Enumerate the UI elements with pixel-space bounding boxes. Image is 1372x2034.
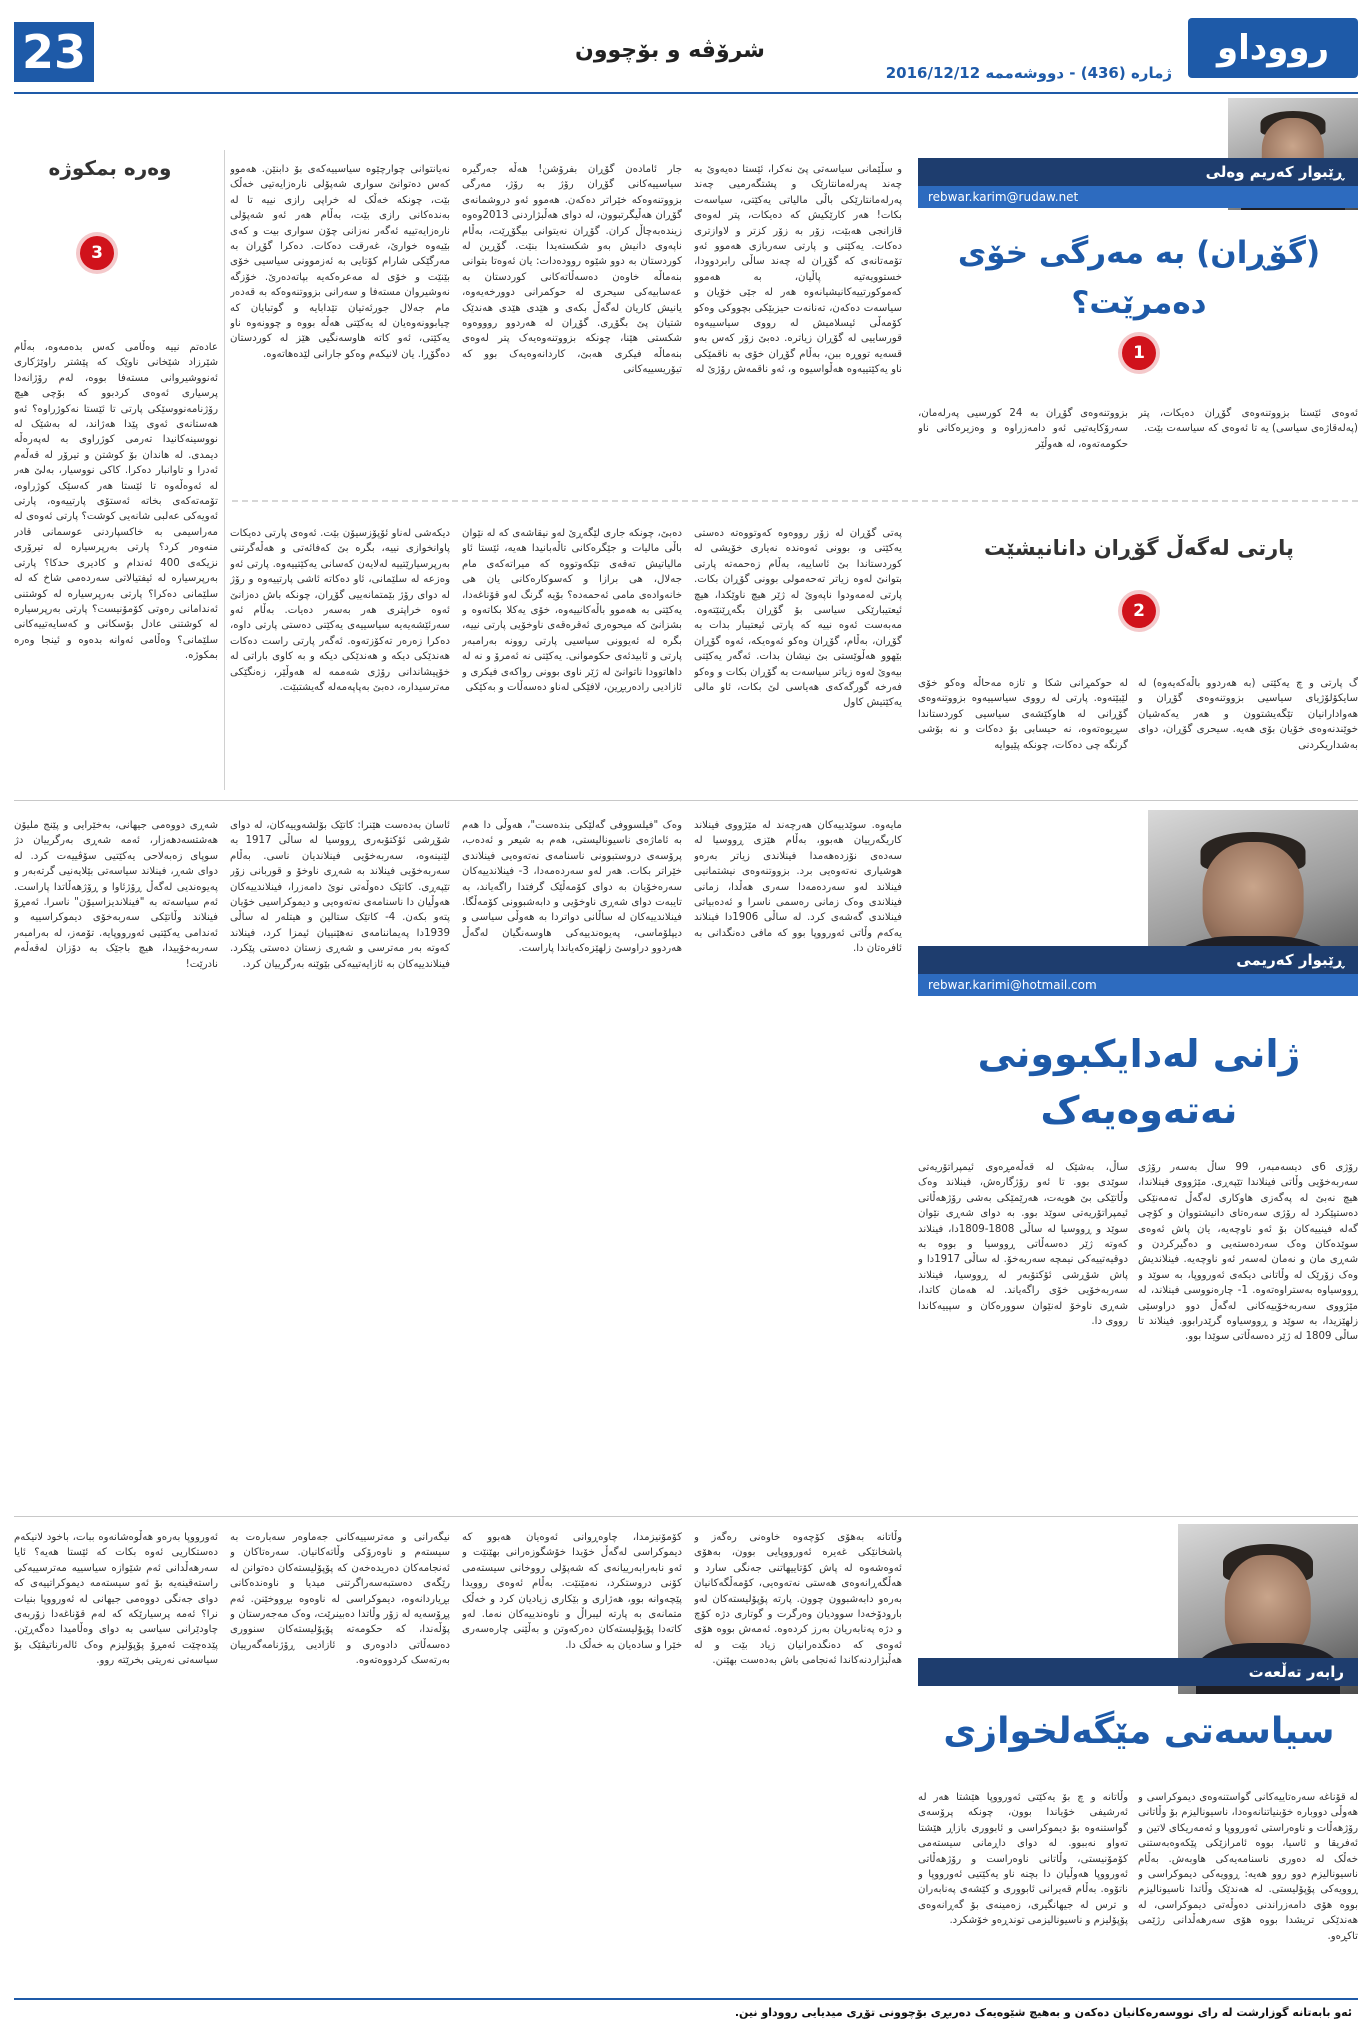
- section-divider-1: [232, 500, 1358, 502]
- article2-col-a: [1138, 1160, 1358, 1506]
- part2-subhead: پارتی لەگەڵ گۆڕان دانانیشێت: [984, 536, 1294, 560]
- part2-col-d-text: دەبێ، چونکە جاری لێگەڕێ لەو نیقاشەی کە لە نێوان باڵی مالیات و جێگرەکانی تاڵەبانیدا هەیە، ئێستا ئاو مالیاتیش تەقەی تێکەوتووە کە میراتەکەی مام جەلال، هی برازا و کەسوکارەکانی یان هی خانەوادەی مامی ئەحمەدە؟ بۆیە گرنگ لەو قۆناغەدا، یەکێتی بە هەموو باڵەکانییەوە، خۆی یەکلا بکاتەوە و بشزانێ کە میحوەری ئەقرەقەی ناوخۆیی پارتی نییە، بگرە لە ئەیوونی سیاسیی پارتی روونە بەرامبەر پارتی و ئابیدئەی حکوموانی. یەکێتی نە ئەمرۆ و نە لە داهاتوودا ناتوانێ لە ژێر ناوی بوونی رواکەی فیکری و ئازادیی رادەربڕین، لافێکی لەناو دەسەڵات و بەکێکی: [462, 528, 682, 694]
- article3-col-b: [918, 1790, 1128, 1990]
- column-divider: [224, 150, 225, 790]
- article2-col-b: [918, 1160, 1128, 1506]
- part2-col-e-text: دیکەشی لەناو ئۆپۆزسیۆن بێت. ئەوەی پارتی دەیکات پاوانخوازی نییە، بگرە بێ کەفائەتی و هەڵەگرتنی بەرپرسیارێتییە لەلایەن کەسانی یەکێتییەوە. پارتی ئەو وەزعە لە سلێمانی، ئاو دەکاتە ئاشی پارتییەوە و رۆژ لە دوای رۆژ بێمتمانەییی گۆڕان، چونکە باش دەزانێ ئەوە خراپتری هەر بەسەر دەیات. بەڵام ئەو سەرئێشەیەیە سیاسییەی یەکێتی دەستی پارتی داوە، دەکرا زەرەر تەکۆزتەوە. ئەگەر پارتی راست دەکات هەندێکی دیکە و هەندێکی دیکە و بە کاوی باراتی لە خۆپیشاندانی رۆژی شەممە لە هەوڵێر، زەنگێکی مەترسیدارە، دەبێ بەپاپەمەلە گەیشتبێت.: [230, 528, 450, 694]
- author-email-1: rebwar.karim@rudaw.net: [918, 186, 1358, 208]
- part2-col-c-text: پەتی گۆڕان لە زۆر رووەوە کەوتووەتە دەستی یەکێتی و، بوونی ئەوەندە نەیاری خۆیشی لە کوردستاندا بێ ئاساییە، بەڵام زەحمەتە پارتی بتوانێ لەوە زیاتر تەحەمولی بوونی گۆڕان بکات. پارتی لەمەودوا ناپەوێ لە ژێر هیچ ناوێکدا، هیچ ئیعتیبارێکی سیاسی بۆ گۆڕان بگەڕێنێتەوە. مەبەست ئەوە نییە کە پارتی ئیعتیبار بدات بە گۆڕان، بەڵام، گۆڕان وەکو ئەوەیکە، ئەوە گۆڕان بێهوو هەڵوێستی بێ نیشان بدات. ئەگەر یەکێتی بیەوێ لەوە زیاتر سیاسەت بە گۆڕان بکات و وەکو فەرخە گورگەکەی هەیاسی لێ بکات، ئاو مالی یەکێتیش کاول: [694, 528, 902, 709]
- footer-divider: [14, 1998, 1358, 2000]
- article1-intro2: [918, 406, 1128, 496]
- article1-part2-col-d: [462, 526, 682, 792]
- a2-col-c-text: مایەوە. سوێدییەکان هەرچەند لە مێژووی فینلاند کاریگەرییان هەبوو، بەڵام هێزی ڕووسیا لە سەدەی نۆزدەهەمدا فینلاندی زیاتر بەرەو هوشیاری نەتەوەیی برد. بزووتنەوەی نیشتمانیی فینلاند لەو سەردەمەدا سەری هەڵدا، زمانی فینلاندی وەک زمانی رەسمی ناسرا و ئەدەبیاتی فینلاندی گەشەی کرد. لە ساڵی 1906دا فینلاند یەکەم وڵاتی ئەورووپا بوو کە مافی دەنگدانی بە ئافرەتان دا.: [694, 820, 902, 955]
- a3-col-b-text: وڵاتانە و چ بۆ یەکێتی ئەورووپا هێشتا هەر لە ئەرشیفی خۆیاندا بوون، چونکە پرۆسەی گواستنەوە بۆ دیموکراسی و ئابووری بازاڕ هێشتا تەواو نەببوو. لە دوای داڕمانی سیستەمی کۆمۆنیستی، وڵاتانی ناوەراست و رۆژهەڵاتی ئەورووپا هەوڵیان دا بچنە ناو یەکێتیی ئەورووپا و ناتۆوە. بەڵام قەیرانی ئابووری و کێشەی پەنابەران و ترس لە جیهانگیری، زەمینەی بۆ گەڕانەوەی پۆپۆلیزم و ناسیونالیزمی توندڕەو خۆشکرد.: [918, 1792, 1128, 1927]
- article2-col-f: [14, 818, 218, 1506]
- a2-col-e-text: ئاسان بەدەست هێنرا: کاتێک بۆلشەوییەکان، لە دوای شۆڕشی ئۆکتۆبەری ڕووسیا لە ساڵی 1917 بە لێنینەوە، سەربەخۆیی فینلاندیان ناسی. بەڵام سەربەخۆیی فینلاند بە شەڕی ناوخۆ و قوربانی زۆر تێپەڕی. کاتێک دەوڵەتی نوێ دامەزرا، فینلاندییەکان هەوڵیان دا ناسنامەی نەتەوەیی و دیموکراسیی خۆیان پتەو بکەن. 4- کاتێک ستالین و هیتلەر لە ساڵی 1939دا پەیماننامەی نەهێنییان ئیمزا کرد، فینلاند کەوتە بەر مەترسی و شەڕی زستان دەستی پێکرد. فینلاندییەکان بە ئازایەتییەکی بێوێنە بەرگرییان کرد.: [230, 820, 450, 970]
- author-name-2: ڕێبوار کەریمی: [918, 946, 1358, 974]
- author-name-1: ڕێبوار کەریم وەلی: [918, 158, 1358, 186]
- article2-col-e: [230, 818, 450, 1506]
- headline-1: (گۆڕان) بە مەرگی خۆی دەمرێت؟: [957, 235, 1321, 321]
- article3-col-e: [230, 1530, 450, 1990]
- article3-col-c: [694, 1530, 902, 1990]
- article1-part2-col-e: [230, 526, 450, 792]
- rudaw-logo: رووداو: [1188, 18, 1358, 78]
- a3-col-f-text: ئەورووپا بەرەو هەڵوەشانەوە ببات، باخود لانیکەم دەستکاریی ئەوە بکات کە ئێستا هەیە؟ ئایا سەرهەڵدانی ئەم شێوازە سیاسییە مەترسییەکی راستەقینەیە بۆ ئەو سیستەمە دیموکراتییەی کە دوای جەنگی دووەمی جیهانی لە ئەورووپا بنیات نرا؟ ئەمە پرسیارێکە کە لەم قۆناغەدا زۆربەی چاودێرانی سیاسی بە دوای وەڵامیدا دەگەڕێن. پێدەچێت ئەمڕۆ پۆپۆلیزم وەک ئالەرناتیڤێک بۆ سیاسەتی نەریتی بخرێتە روو.: [14, 1532, 218, 1667]
- article1-part2-col-b: [918, 676, 1128, 792]
- article-divider-2: [14, 1516, 1358, 1517]
- footer-disclaimer: ئەو بابەتانە گوزارشت لە رای نووسەرەکانیان دەکەن و بەهیچ شێوەیەک دەربڕی بۆچوونی تۆڕی میدیایی رووداو نین.: [734, 2006, 1352, 2019]
- author-name-3: رابەر تەڵعەت: [918, 1658, 1358, 1686]
- part3-subhead: وەرە بمکوژە: [48, 156, 172, 180]
- article3-col-d: [462, 1530, 682, 1990]
- a3-col-e-text: نیگەرانی و مەترسییەکانی جەماوەر سەبارەت بە سیستەم و ناوەرۆکی وڵاتەکانیان. سەرەتاکان و ئەنجامەکان دەریدەخەن کە پۆپۆلیستەکان دەتوانن لە رێگەی دەستبەسەراگرتنی میدیا و ناوەندەکانی بڕیاردانەوە، دیموکراسی لە ناوەوە بڕووخێنن. ئەم پڕۆسەیە لە زۆر وڵاتدا دەبینرێت، وەک مەجەرستان و پۆڵەندا، کە حکومەتە پۆپۆلیستەکان سنووری دەسەڵاتی دادوەری و ئازادیی ڕۆژنامەگەرییان بەرتەسک کردووەتەوە.: [230, 1532, 450, 1667]
- part2-col-a-text: گ پارتی و چ یەکێتی (بە هەردوو باڵەکەیەوە) لە سایکۆلۆژیای سیاسیی بزووتنەوەی گۆڕان و هەوادارانیان تێگەیشتوون و هەر یەکەشیان خوێندنەوەی خۆیان بۆی هەیە. سیحری گۆڕان، دوای بەشداریکردنی: [1138, 678, 1358, 751]
- article1-part2-col-a: [1138, 676, 1358, 792]
- article2-col-d: [462, 818, 682, 1506]
- a2-col-f-text: شەڕی دووەمی جیهانی، بەخێرایی و پێنج ملیۆن هەشتسەدهەزار، ئەمە شەڕی بەرگرییان دژ سوپای زەبەلاحی یەکێتیی سۆڤییەت کرد. لە دوای شەڕ، فینلاند سیاسەتی بێلایەنیی گرتەبەر و پەیوەندیی لەگەڵ ڕۆژئاوا و ڕۆژهەڵاتدا پاراست. ئەم سیاسەتە بە "فینلاندیزاسیۆن" ناسرا. ئەمڕۆ فینلاند وڵاتێکی سەربەخۆی دیموکراسییە و ئەندامی یەکێتیی ئەورووپایە. تۆمەز، لە بەرامبەر سەربەخۆییدا، هیچ باجێک بە دۆزان لەقەڵەم نادرێت!: [14, 820, 218, 970]
- a3-col-c-text: وڵاتانە بەهۆی کۆچەوە خاوەنی رەگەز و پاشخانێکی غەیرە ئەورووپایی بوون، بەهۆی ئەوەشەوە لە پاش کۆتاییهاتنی جەنگی سارد و هەڵگەڕانەوەی هەستی نەتەوەیی، کۆمەڵگەکانیان بەرەو دابەشبوون چوون. پارتە پۆپۆلیستەکان لەو بارودۆخەدا سوودیان وەرگرت و گوتاری دژە کۆچ و دژە پەنابەریان بەرز کردەوە. ئەمەش بووە هۆی ئەوەی کە دەنگدەرانیان زیاد بێت و لە هەڵبژاردنەکاندا ئەنجامی باش بەدەست بهێنن.: [694, 1532, 902, 1667]
- intro2-text: بزووتنەوەی گۆڕان بە 24 کورسیی پەرلەمان، سەرۆکایەتیی ئەو دامەزراوە و وەزیرەکانی ناو حکومەتەوە، لە هەوڵێر: [918, 408, 1128, 450]
- article3-col-f: [14, 1530, 218, 1990]
- col-c-text: نەیانتوانی چوارچێوە سیاسییەکەی بۆ دابنێن. هەموو کەس دەتوانێ سواری شەپۆلی نارەزایەتیی خەڵک بێت، چونکە خەڵک لە خراپی رازی نییە تا لە بەندەکانی رازی بێت، بەڵام هەر ئەو شەپۆلی نارەزایەتییە ئەگەر نەزانی چۆن سواری بیت و کەی بێیەوە خوارێ، غەرقت دەکات. دەکرا گۆڕان بە مەرگێکی شارام کۆتایی بە ئەزموونی سیاسیی خۆی بێنێت و خۆی لە مەعرەکەیە بپاتەدەرێ. خۆزگە نەوشیروان مستەفا و سەرانی بزووتنەوەکە بە قەدەر مام جەلال جورئەتیان تێدابایە و گوتبایان کە چیابوونەوەیان لە یەکێتی هەڵە بووە و چوونەوە ناو یەکێتی، ئەو کاتە هاوسەنگیی هێز لە کوردستان دەگۆڕا. یان لانیکەم وەکو جارانی لێدەهاتەوە.: [230, 164, 450, 360]
- section-number-1: 1: [1122, 336, 1156, 370]
- article1-col-b: [462, 162, 682, 492]
- article1-col-c: [230, 162, 450, 492]
- part2-col-b-text: لە حوکمڕانی شکا و تازە مەحاڵە وەکو خۆی لێبێتەوە. پارتی لە رووی سیاسییەوە بزووتنەوەی گۆڕانی لە هاوکێشەی سیاسیی کوردستاندا سڕیوەتەوە، نە حیسابی بۆ دەکات و نە بۆشی گرنگە چی دەکات، چونکە پێیوایە: [918, 678, 1128, 751]
- author-email-2: rebwar.karimi@hotmail.com: [918, 974, 1358, 996]
- col-b-text: جار ئامادەن گۆڕان بفرۆشن! هەڵە جەرگیرە سیاسییەکانی گۆڕان رۆژ بە رۆژ، مەرگی بزووتنەوەکە خێراتر دەکەن. هەموو ئەو دروشمانەی گۆڕان هەڵیگرتبوون، لە دوای هەڵبژاردنی 2013وەوە زیندەبەچاڵ کران. گۆڕان نەیتوانی بیگۆڕێت، بەڵام ناپەوی دانیش بەو شکستەیدا بنێت. گۆڕین لە کوردستان بە دوو شێوە روودەدات: یان ئەوەتا بتوانی بنەماڵە خاوەن دەسەڵاتەکانی کوردستان بە عەسابیەکی سیحری لە حوکمرانی دوورخەیەوە، یانیش کاریان لەگەڵ بکەی و هێدی هێدی هەندێک شتیان پێ بگۆڕی. گۆڕان لە هەردوو روووەوە شکستی هێنا، چونکە بزووتنەوەیەک پتر لەوەی بنەماڵە فیکری هەبێ، کاردانەوەیەک بوو کە تیۆریسییەکانی: [462, 164, 682, 376]
- headline-3: سیاسەتی مێگەلخوازی: [943, 1711, 1335, 1752]
- a2-col-a-text: رۆژی 6ی دیسەمبەر، 99 ساڵ بەسەر رۆژی سەربەخۆیی وڵاتی فینلاندا تێپەڕی. مێژووی فینلاندا، هیچ نەبێ لە پەگەزی هاوکاری لەگەڵ تەمەنێکی دەستپێکرد لە رۆژی سەرەتای دانیشتووان و کۆچی گەلە فینییەکان بۆ ئەو ناوچەیە، یان پاش ئەوەی سوێدەکان وەک سەردەستەیی و دەگیرکردن و شەڕی مان و نەمان لەسەر ئەو ناوچەیە. فینلاندیش وەک زۆرێک لە وڵاتانی دیکەی ئەورووپا، بە سوێد و ڕووسیاوە بەستراوەتەوە. 1- چارەنووسی فینلاند، لە مێژووی سەربەخۆییەکانی لەگەڵ دوو دراوسێی زلهێزیدا، بە سوێد و ڕووسیاوە گرێدرابوو. فینلاند تا ساڵی 1809 لە ژێر دەسەڵاتی سوێدا بوو.: [1138, 1162, 1358, 1343]
- a2-col-d-text: وەک "فیلسووفی گەلێکی بندەست"، هەوڵی دا هەم بە ئاماژەی ناسیونالیستی، هەم بە شیعر و ئەدەب، پرۆسەی دروستبوونی ناسنامەی نەتەوەیی فینلاندی خێراتر بکات. هەر لەو سەردەمەدا، 3- فینلاندییەکان سەرەخۆیان بە دوای کۆمەڵێک گرفتدا راگەیاند، بە تایبەت دوای شەڕی ناوخۆیی و دابەشبوونی کۆمەڵگا. فینلاندییەکان لە ساڵانی دواتردا بە هەوڵی سیاسی و دیپلۆماسی، پەیوەندییەکی هاوسەنگیان لەگەڵ هەردوو دراوسێ زلهێزەکەیاندا پاراست.: [462, 820, 682, 955]
- article3-col-a: [1138, 1790, 1358, 1990]
- intro-text: ئەوەی ئێستا بزووتنەوەی گۆڕان دەیکات، پتر (پەلەقاژەی سیاسی) یە تا ئەوەی کە سیاسەت بێت.: [1138, 408, 1358, 435]
- section-number-2: 2: [1122, 594, 1156, 628]
- headline-2-line2: نەتەوەیەک: [1040, 1088, 1238, 1132]
- a3-col-a-text: لە قۆناغە سەرەتاییەکانی گواستنەوەی دیموکراسی و هەوڵی دووبارە خۆبنیاتنانەوەدا، ناسیونالیزم بۆ وڵاتانی رۆژهەڵات و ناوەراستی ئەورووپا و ئەمەریکای لاتین و ئەفریقا و ئاسیا، بووە ئامرازێکی پێکەوەبەستنی خەڵک لە دەوری ناسنامەیەکی هاوبەش. بەڵام ناسیونالیزم دوو روو هەیە: ڕوویەکی دیموکراسی و ڕوویەکی پۆپۆلیستی. لە هەندێک وڵاتدا ناسیونالیزم بووە هۆی دامەزراندنی دەوڵەتی دیموکراسی، لە هەندێکی تریشدا بووە هۆی سەرهەڵدانی رژێمی تاکڕەو.: [1138, 1792, 1358, 1942]
- article-divider-1: [14, 800, 1358, 801]
- article2-col-c: [694, 818, 902, 1506]
- article1-intro: [1138, 406, 1358, 496]
- col-a-text: و سڵێمانی سیاسەتی پێ نەکرا، ئێستا دەیەوێ بە چەند پەرلەمانتارێک و پشتگەرمیی چەند پەرلەمانتارێکی باڵی مالیاتی یەکێتی، سیاسەت بکات! هەر کارێکیش کە دەیکات، پتر لەوەی قازانجی هەبێت، زۆر بە زۆر کزتر و لاوازتری دەکات. یەکێتی و پارتی سەربازی هەموو ئەو تۆمەتانەی کە گۆڕان لە چەند ساڵی رابردوودا، خستوویەتیە پاڵیان، بە هەموو کەموکورتییەکانیشیانەوە هەر لە جێی خۆیان و سیاسەت دەکەن، تەنانەت حیزبێکی بچووکی وەکو کۆمەڵی ئیسلامیش لە رووی سیاسییەوە قورساییی لە گۆڕان زیاترە. دەبێ زۆر کەس بەو قسەیە تووڕە ببن، بەڵام گۆڕان خۆی بە ناقمێکی ناو یەکێتییەوە هەڵواسیوە و، ئەو ناقمەش رۆژێ لە: [694, 164, 902, 376]
- page-header: [0, 0, 1372, 98]
- section-title: شرۆڤە و بۆچوون: [575, 38, 765, 63]
- headline-2-line1: ژانی لەدایکبوونی: [977, 1032, 1301, 1076]
- issue-info: ژمارە (436) - دووشەممە 2016/12/12: [885, 64, 1172, 82]
- a3-col-d-text: کۆمۆنیزمدا، چاوەڕوانی ئەوەیان هەبوو کە دیموکراسی لەگەڵ خۆیدا خۆشگوزەرانی بهێنێت و ئەو نابەرابەرییانەی کە شەپۆلی رووخانی سیستەمی کۆنی دروستکرد، نەمێنێت. بەڵام ئەوەی روویدا پێچەوانە بوو، هەژاری و بێکاری زیادیان کرد و خەڵک متمانەی بە پارتە لیبراڵ و ناوەندییەکان نەما. لەو کاتەدا پۆپۆلیستەکان دەرکەوتن و بەڵێنی چارەسەری خێرا و سادەیان بە خەڵک دا.: [462, 1532, 682, 1651]
- a2-col-b-text: ساڵ، بەشێک لە قەڵەمڕەوی ئیمپراتۆریەتی سوێدی بوو. تا ئەو رۆژگارەش، فینلاند وەک وڵاتێکی بێ هویەت، هەرێمێکی بەشی رۆژهەڵاتی ئیمپراتۆریەتی سوێد بوو. بە دوای شەڕی نێوان سوێد و ڕووسیا لە ساڵی 1808-1809دا، فینلاند کەوتە ژێر دەسەڵاتی ڕووسیا و بووە بە دوقیەتییەکی نیمچە سەربەخۆ. لە ساڵی 1917دا و پاش شۆڕشی ئۆکتۆبەر لە ڕووسیا، فینلاند سەربەخۆیی خۆی راگەیاند. لە هەمان کاتدا، شەڕی ناوخۆ لەنێوان سوورەکان و سپییەکاندا رووی دا.: [918, 1162, 1128, 1328]
- page-number: 23: [14, 22, 94, 82]
- article1-col-a: [694, 162, 902, 492]
- article1-part3-col: [14, 340, 218, 790]
- part3-text: عادەتم نییە وەڵامی کەس بدەمەوە، بەڵام شێرزاد شێخانی ناوێک کە پێشتر راوێژکاری ئەنووشیروانی مستەفا بووە، لەم رۆژانەدا پرسیاری ئەوەی کردبوو کە بۆچی هیچ رۆژنامەنووسێکی پارتی تا ئێستا نەکوژراوە؟ ئەو هەستانەی ئەوی پێدا هەژاند، لە بەشێک لە نووسینەکانیدا تەرمی کوژراوی بە لەپەرەڵە دیمدی. لە هاندان بۆ کوشتن و تیرۆر لە قەڵەم ئەدرا و تاوانبار دەکرا. کاکی نووسیار، بەلێ هەر لە ئەوەڵەوە تا ئێستا هەر کەسێک کوژراوە، تۆمەتەکەی بخاتە ئەستۆی پارتییەوە، پارتی ئەویەکی عەلبی شانەیی کوشت؟ پارتی ئەوەی لە مەراسیمی بە خاکسپاردنی عوسمانی قادر منەوەر کرد؟ پارتی بەرپرسیارە لە تیرۆری نزیکەی 400 ئەندام و کادیری حدکا؟ پارتی بەرپرسیارە لە ئیفتیالاتی سەردەمی شاخ کە لە سلێمانی دەکرا؟ پارتی بەرپرسیارە لە کوشتنی ئەندامانی رەوتی کۆمۆنیست؟ پارتی بەرپرسیارە لە کوشتنی عادل بۆسکانی و کەسایەتییەکانی سلێمانی؟ وەڵامی ئەوانە بدەوە و ئینجا وەرە بمکوژە.: [14, 342, 218, 662]
- header-divider: [14, 92, 1358, 94]
- section-number-3: 3: [80, 236, 114, 270]
- article1-part2-col-c: [694, 526, 902, 792]
